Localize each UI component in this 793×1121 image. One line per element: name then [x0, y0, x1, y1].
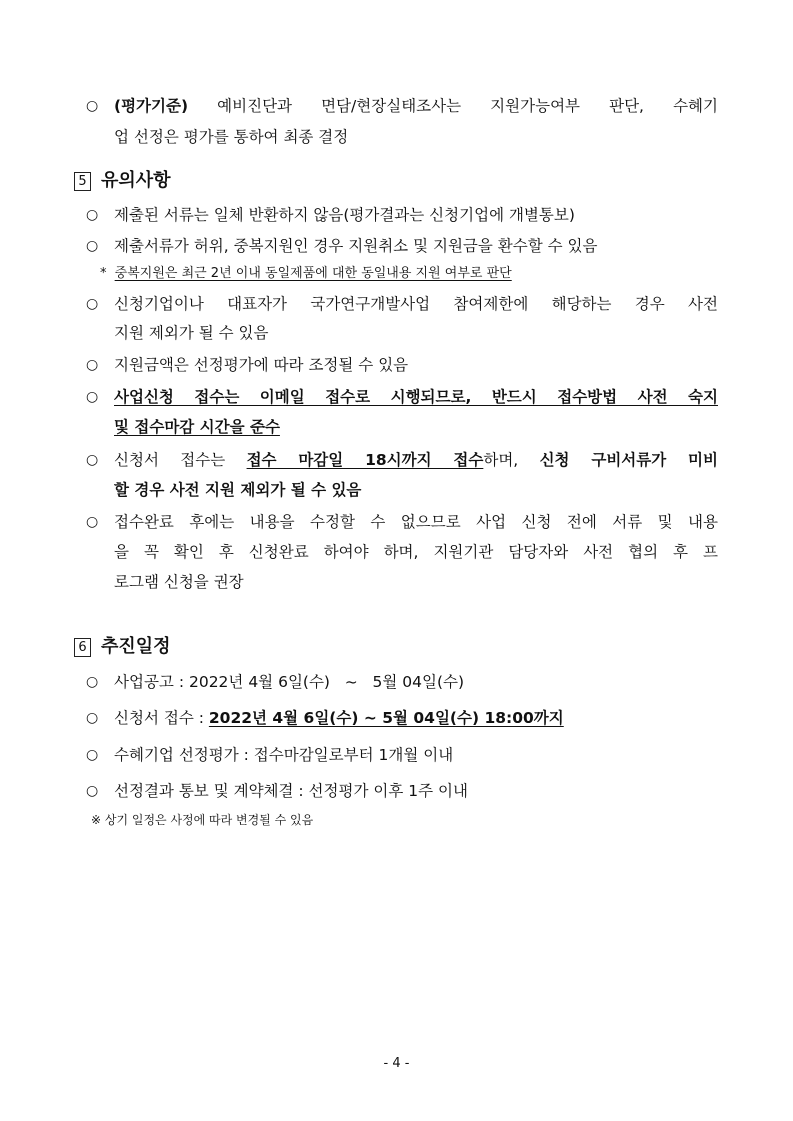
bullet-icon: ○ [86, 357, 99, 373]
duplicate-support-note: * 중복지원은 최근 2년 이내 동일제품에 대한 동일내용 지원 여부로 판단 [100, 266, 512, 281]
document-page: ○ (평가기준) 예비진단과 면담/현장실태조사는 지원가능여부 판단, 수혜기 업 선정은 평가를 통하여 최종 결정 5 유의사항 ○ 제출된 서류는 일체 반환하지 않음(평가결과는 신청기업에 개별통보) ○ 제출서류가 허위, 중복지원인 경우 지원취소 및 지원금을 환수할 수 있음 * 중복지원은 최근 2년 이내 동일제품에 대한 동일내용 지원 여부로 판단 ○ 신청기업이나 대표자가 국가연구개발사업 참여제한에 해당하는 경우 사전 지원 제외가 될 수 있음 ○ 지원금액은 선정평가에 따라 조정될 수 있음 ○ 사업신청 접수는 이메일 접수로 시행되므로, 반드시 접수방법 사전 숙지 및 접수마감 시간을 준수 ○ 신청서 접수는 접수 마감일 18시까지 접수하며, 신청 구비서류가 미비 할 경우 사전 지원 제외가 될 수 있음 ○ 접수완료 후에는 내용을 수정할 수 없으므로 사업 신청 전에 서류 및 내용 을 꼭 확인 후 신청완료 하여야 하며, 지원기관 담당자와 사전 협의 후 프 로그램 신청을 권장 6 추진일정 ○ 사업공고 : 2022년 4월 6일(수) ~ 5월 04일(수) ○ 신청서 접수 : 2022년 4월 6일(수) ~ 5월 04일(수) 18:00까지 ○ 수혜기업 선정평가 : 접수마감일로부터 1개월 이내 ○ 선정결과 통보 및 계약체결 : 선정평가 이후 1주 이내 ※ 상기 일정은 사정에 따라 변경될 수 있음 - 4 - [0, 0, 793, 1121]
bullet-icon: ○ [86, 238, 99, 254]
eval-criteria-line1: (평가기준) 예비진단과 면담/현장실태조사는 지원가능여부 판단, 수혜기 [114, 97, 718, 115]
bullet-icon: ○ [86, 296, 99, 312]
bullet-icon: ○ [86, 710, 99, 726]
bullet-icon: ○ [86, 514, 99, 530]
bullet-icon: ○ [86, 98, 99, 114]
section-number-box: 5 [74, 172, 91, 191]
schedule-note: ※ 상기 일정은 사정에 따라 변경될 수 있음 [91, 813, 314, 827]
bullet-icon: ○ [86, 452, 99, 468]
bullet-icon: ○ [86, 674, 99, 690]
section-number-box: 6 [74, 638, 91, 657]
bullet-icon: ○ [86, 747, 99, 763]
deadline-emphasis: 접수 마감일 18시까지 접수 [246, 451, 484, 469]
bullet-icon: ○ [86, 783, 99, 799]
page-number: - 4 - [383, 1056, 410, 1071]
section6-heading: 6 추진일정 [74, 636, 171, 658]
bullet-icon: ○ [86, 207, 99, 223]
section5-heading: 5 유의사항 [74, 170, 171, 192]
application-period: 2022년 4월 6일(수) ~ 5월 04일(수) 18:00까지 [208, 709, 564, 727]
notice-item-6-line1: 신청서 접수는 접수 마감일 18시까지 접수하며, 신청 구비서류가 미비 [114, 451, 718, 469]
asterisk-mark: * [100, 266, 107, 281]
bullet-icon: ○ [86, 389, 99, 405]
schedule-item-2-text: 신청서 접수 : 2022년 4월 6일(수) ~ 5월 04일(수) 18:00까지 [114, 709, 564, 727]
